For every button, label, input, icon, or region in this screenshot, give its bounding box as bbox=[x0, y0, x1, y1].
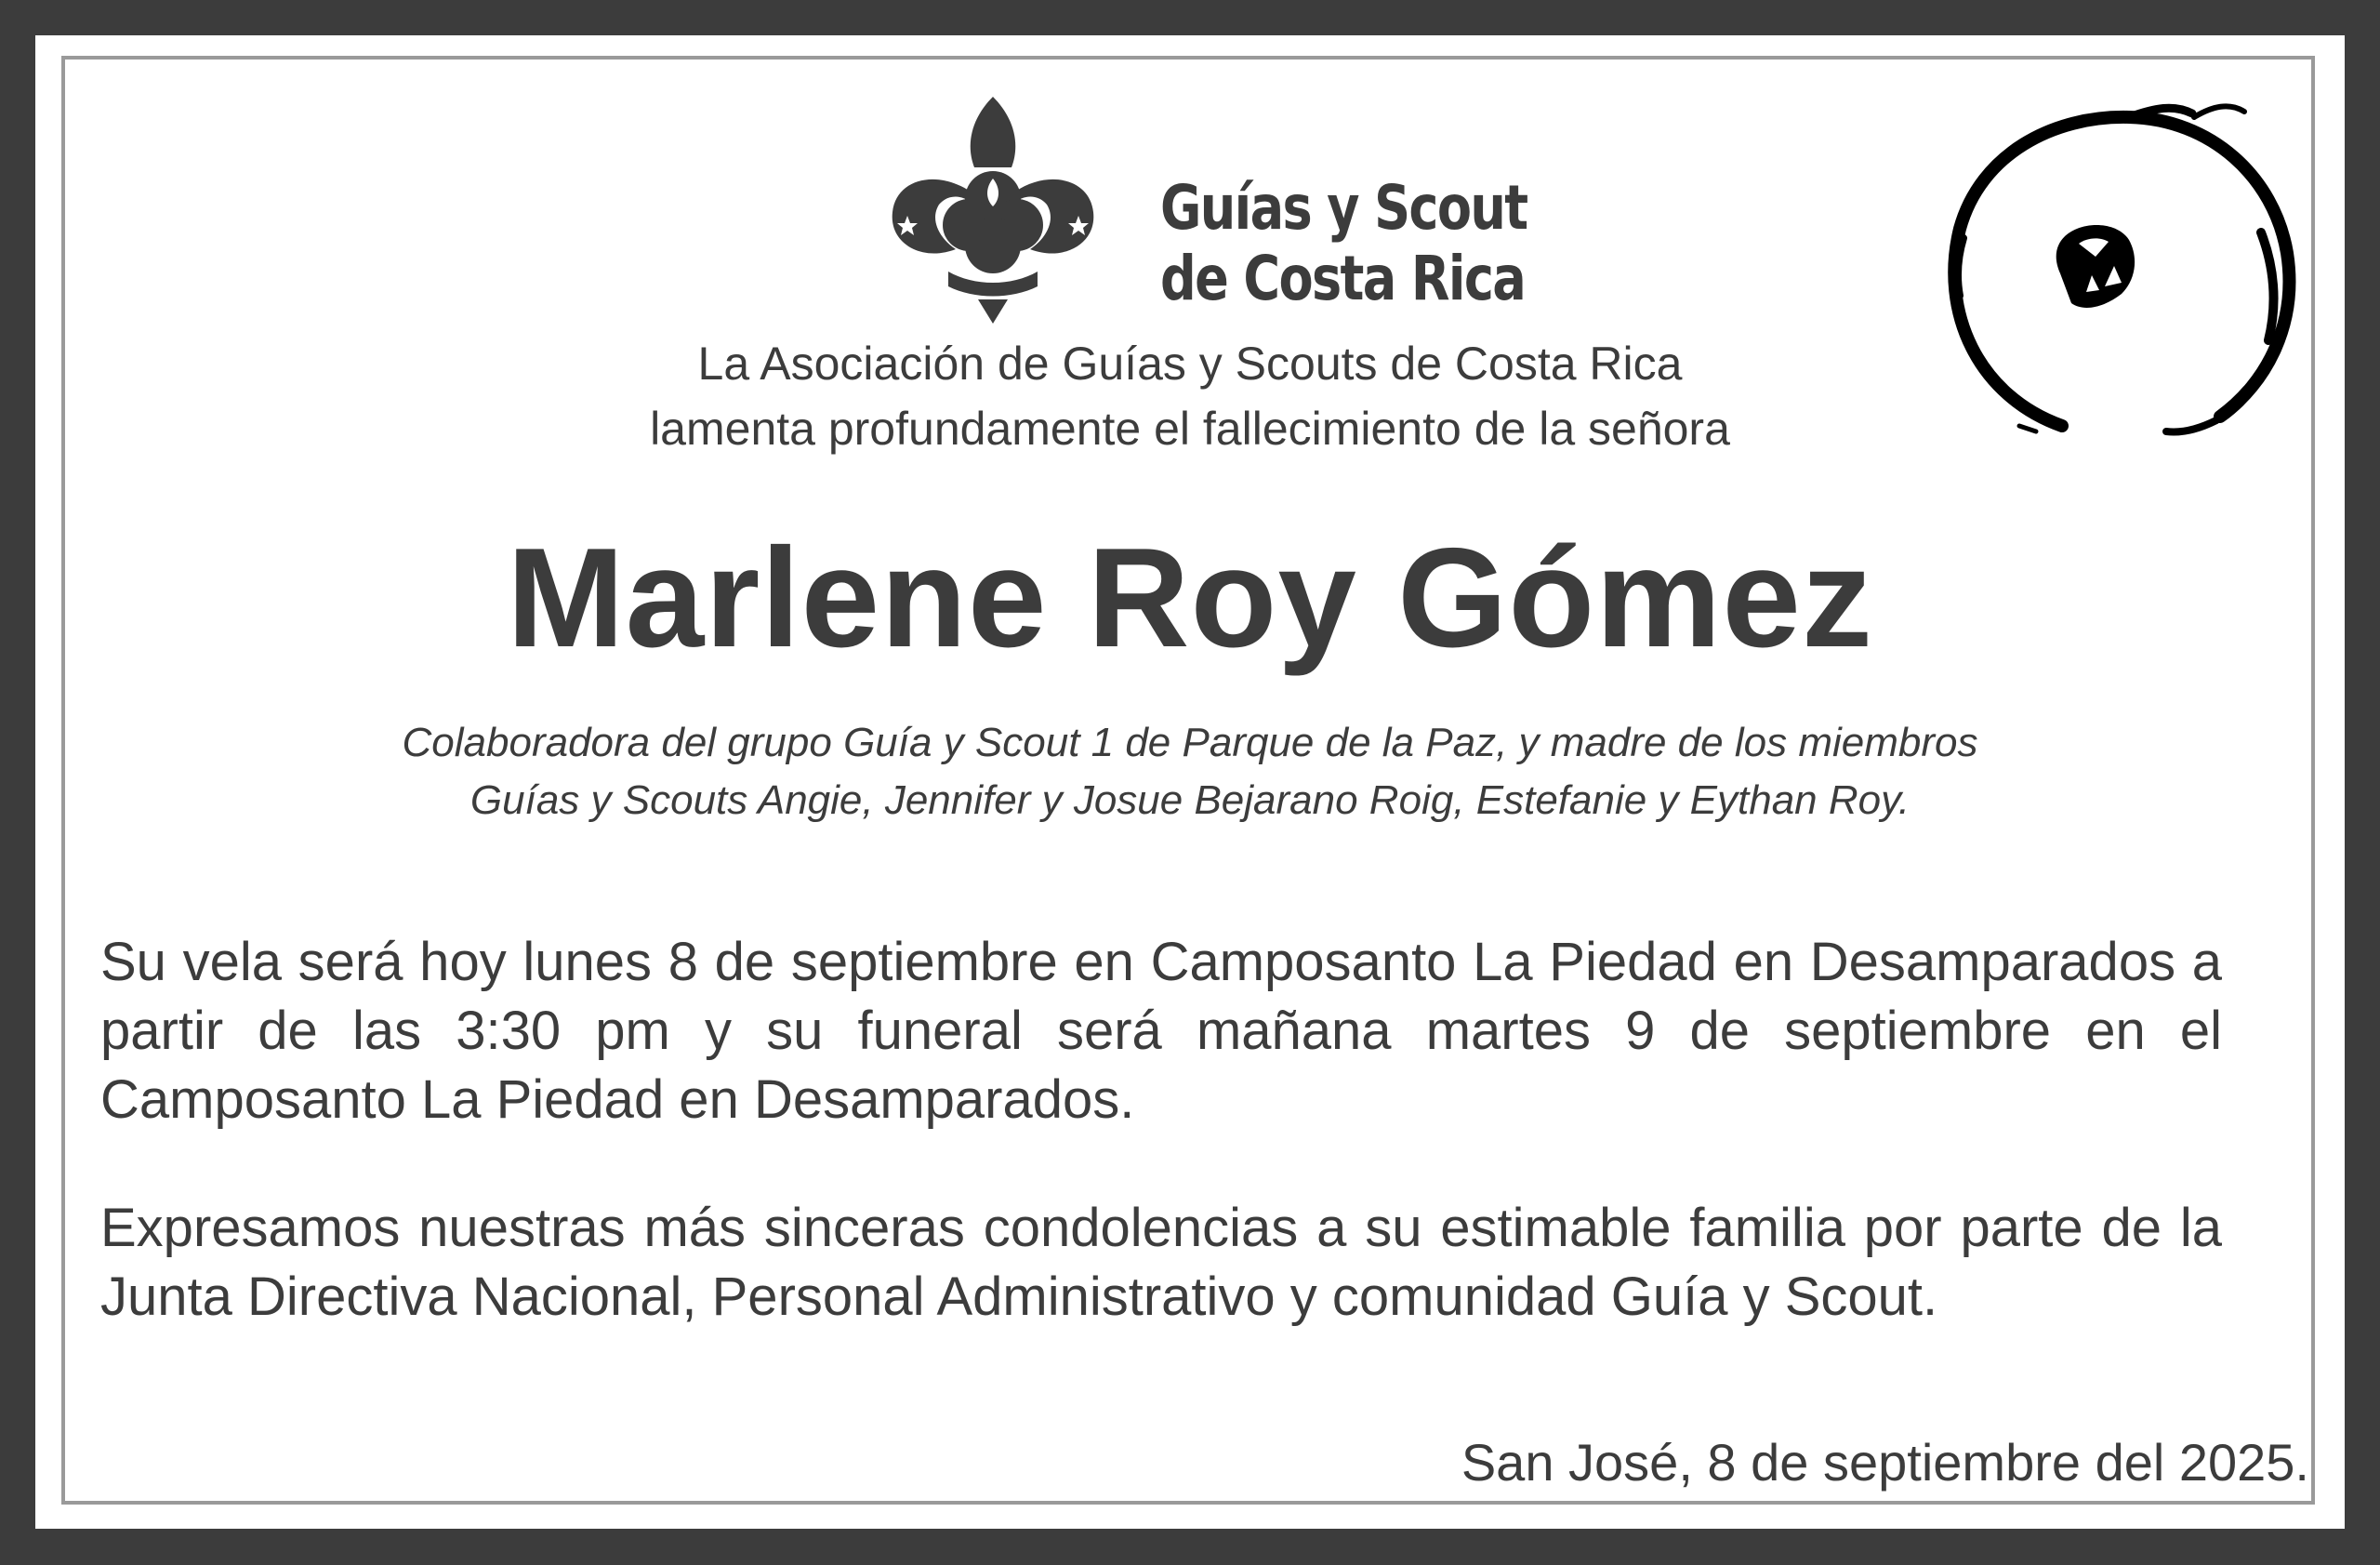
obituary-card bbox=[35, 35, 2345, 1529]
organization-logo bbox=[881, 89, 1551, 359]
service-details-paragraph: Su vela será hoy lunes 8 de septiembre en Camposanto La Piedad en Desamparados a partir de las 3:30 pm y su funeral será mañana martes 9 de septiembre en el Camposanto La Piedad en Desamparados. bbox=[100, 932, 2222, 1130]
place-date-signoff: San José, 8 de septiembre del 2025. bbox=[1461, 1433, 2309, 1492]
role-line-2: Guías y Scouts Angie, Jennifer y Josue Bejarano Roig, Estefanie y Eythan Roy. bbox=[469, 777, 1911, 823]
role-line-1: Colaboradora del grupo Guía y Scout 1 de Parque de la Paz, y madre de los miembros bbox=[402, 720, 1978, 765]
fleur-de-lis-trefoil-icon bbox=[881, 89, 1104, 331]
logo-line-2: de Costa Rica bbox=[1160, 243, 1526, 314]
deceased-name: Marlene Roy Gómez bbox=[507, 519, 1873, 677]
condolences-paragraph: Expresamos nuestras más sinceras condolencias a su estimable familia por parte de la Junta Directiva Nacional, Personal Administrativo y comunidad Guía y Scout. bbox=[100, 1198, 2222, 1327]
intro-line-2: lamenta profundamente el fallecimiento de la señora bbox=[650, 403, 1730, 455]
intro-line-1: La Asociación de Guías y Scouts de Costa Rica bbox=[697, 338, 1683, 390]
logo-line-1: Guías y Scout bbox=[1160, 172, 1527, 244]
